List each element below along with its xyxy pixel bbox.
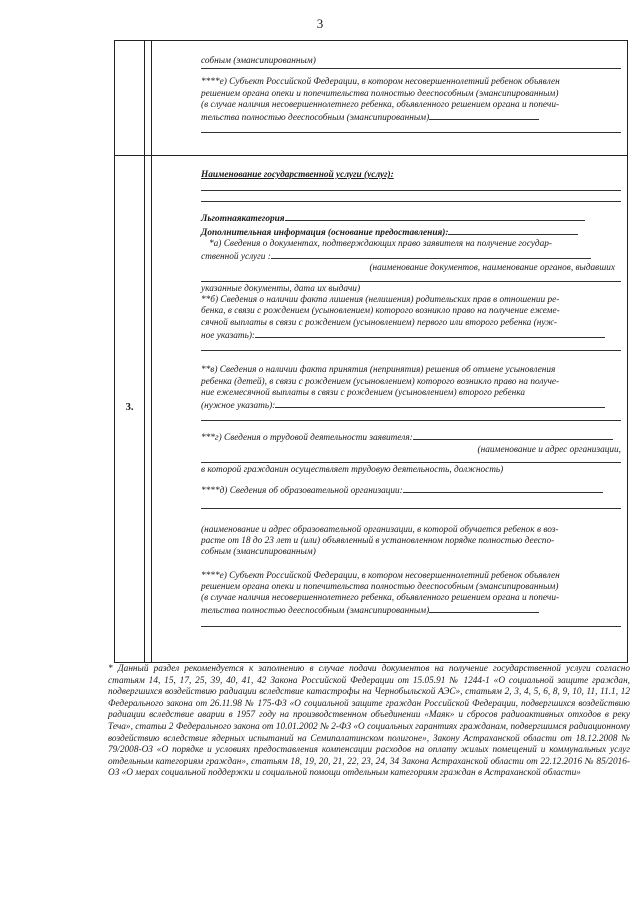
column-divider bbox=[144, 41, 145, 155]
fill-line[interactable] bbox=[413, 431, 613, 440]
footnote: * Данный раздел рекомендуется к заполнению в случае подачи документов на получение государственной услуги согласно статьям 14, 15, 17, 25, 39, 40, 41, 42 Закона Российской Федерации от 15.05.91 № 1244-1 «О социальной защите граждан, подвергшихся воздействию радиации вследствие катастрофы на Чернобыльской АЭС», статьям 2, 3, 4, 5, 6, 8, 9, 10, 11, 11.1, 12 Федерального закона от 26.11.98 № 175-ФЗ «О социальной защите граждан Российской Федерации, подвергшихся воздействию радиации вследствие аварии в 1957 году на производственном объединении «Маяк» и сбросов радиоактивных отходов в реку Теча», статьи 2 Федерального закона от 10.01.2002 № 2-ФЗ «О социальных гарантиях гражданам, подвергшимся радиационному воздействию вследствие ядерных испытаний на Семипалатинском полигоне», Закону Астраханской области от 18.12.2008 № 79/2008-ОЗ «О порядке и условиях предоставления компенсации расходов на оплату жилых помещений и коммунальных услуг отдельным категориям граждан», статьям 18, 19, 20, 21, 22, 23, 24, 34 Закона Астраханской области от 22.12.2016 № 85/2016-ОЗ «О мерах социальной поддержки и социальной помощи отдельным категориям граждан в Астраханской области» bbox=[108, 664, 630, 779]
service-name-label: Наименование государственной услуги (услуг): bbox=[201, 170, 394, 180]
fill-line[interactable] bbox=[271, 250, 591, 259]
additional-info-label: Дополнительная информация (основание предоставления): bbox=[201, 226, 621, 239]
fill-line[interactable] bbox=[275, 399, 605, 408]
item-e-text: (в случае наличия несовершеннолетнего ребенка, объявленного решением органа и попечи- bbox=[201, 99, 560, 110]
fill-line[interactable] bbox=[201, 132, 621, 133]
continuation-text: собным (эмансипированным) bbox=[201, 56, 316, 66]
item-e-text: ****е) Субъект Российской Федерации, в котором несовершеннолетний ребенок объявлен bbox=[201, 570, 560, 581]
row-number: 3. bbox=[125, 402, 134, 413]
item-g-hint: (наименование и адрес организации, bbox=[477, 444, 621, 455]
item-a-text: *а) Сведения о документах, подтверждающих право заявителя на получение государ- bbox=[209, 238, 552, 249]
item-b-text: бенка, в связи с рождением (усыновлением) которого возникло право на получение ежеме- bbox=[201, 306, 560, 317]
item-e-text: (в случае наличия несовершеннолетнего ребенка, объявленного решением органа и попечи- bbox=[201, 593, 560, 604]
item-b-text: **б) Сведения о наличии факта лишения (нелишения) родительских прав в отношении ре- bbox=[201, 295, 560, 306]
item-g-text: ***г) Сведения о трудовой деятельности заявителя: bbox=[201, 431, 621, 444]
item-a-hint: указанные документы, дата их выдачи) bbox=[201, 283, 361, 294]
item-d-hint: (наименование и адрес образовательной организации, в которой обучается ребенок в воз- bbox=[201, 524, 559, 535]
fill-line[interactable] bbox=[403, 484, 603, 493]
fill-line[interactable] bbox=[201, 201, 621, 202]
column-divider bbox=[151, 154, 152, 662]
fill-line[interactable] bbox=[201, 508, 621, 509]
item-v-text: (нужное указать): bbox=[201, 399, 621, 412]
fill-line[interactable] bbox=[429, 111, 539, 120]
item-e-text: тельства полностью дееспособным (эмансипированным) bbox=[201, 604, 621, 617]
item-d-hint: расте от 18 до 23 лет и (или) объявленный в установленном порядке полностью дееспо- bbox=[201, 535, 555, 546]
item-v-text: ние ежемесячной выплаты в связи с рождением (усыновлением) второго ребенка bbox=[201, 387, 526, 398]
item-d-hint: собным (эмансипированным) bbox=[201, 547, 316, 558]
item-b-text: ное указать): bbox=[201, 329, 621, 342]
page-number: 3 bbox=[316, 16, 324, 31]
fill-line bbox=[201, 68, 621, 69]
category-label: Льготнаякатегория bbox=[201, 212, 621, 225]
item-d-text: ****д) Сведения об образовательной организации: bbox=[201, 476, 621, 497]
fill-line[interactable] bbox=[201, 462, 621, 463]
fill-line[interactable] bbox=[448, 226, 578, 235]
fill-line[interactable] bbox=[201, 190, 621, 191]
column-divider bbox=[144, 154, 145, 662]
fill-line[interactable] bbox=[201, 626, 621, 627]
fill-line[interactable] bbox=[285, 212, 585, 221]
top-block bbox=[201, 56, 621, 135]
fill-line[interactable] bbox=[429, 604, 539, 613]
item-g-hint: в которой гражданин осуществляет трудовую деятельность, должность) bbox=[201, 465, 504, 476]
item-v-text: **в) Сведения о наличии факта принятия (непринятия) решения об отмене усыновления bbox=[201, 365, 556, 376]
fill-line[interactable] bbox=[255, 329, 605, 338]
item-e-text: тельства полностью дееспособным (эмансипированным) bbox=[201, 111, 621, 124]
item-e-text: ****е) Субъект Российской Федерации, в котором несовершеннолетний ребенок объявлен bbox=[201, 77, 560, 88]
fill-line[interactable] bbox=[201, 281, 621, 282]
item-a-text: ственной услуги : bbox=[201, 250, 621, 263]
item-a-hint: (наименование документов, наименование органов, выдавших bbox=[369, 263, 615, 274]
main-block bbox=[201, 170, 621, 629]
fill-line[interactable] bbox=[201, 350, 621, 351]
fill-line[interactable] bbox=[201, 420, 621, 421]
column-divider bbox=[151, 41, 152, 155]
item-v-text: ребенка (детей), в связи с рождением (усыновлением) которого возникло право на получе- bbox=[201, 376, 560, 387]
item-e-text: решением органа опеки и попечительства полностью дееспособным (эмансипированным) bbox=[201, 88, 559, 99]
item-b-text: сячной выплаты в связи с рождением (усыновлением) первого или второго ребенка (нуж- bbox=[201, 317, 558, 328]
item-e-text: решением органа опеки и попечительства полностью дееспособным (эмансипированным) bbox=[201, 581, 559, 592]
